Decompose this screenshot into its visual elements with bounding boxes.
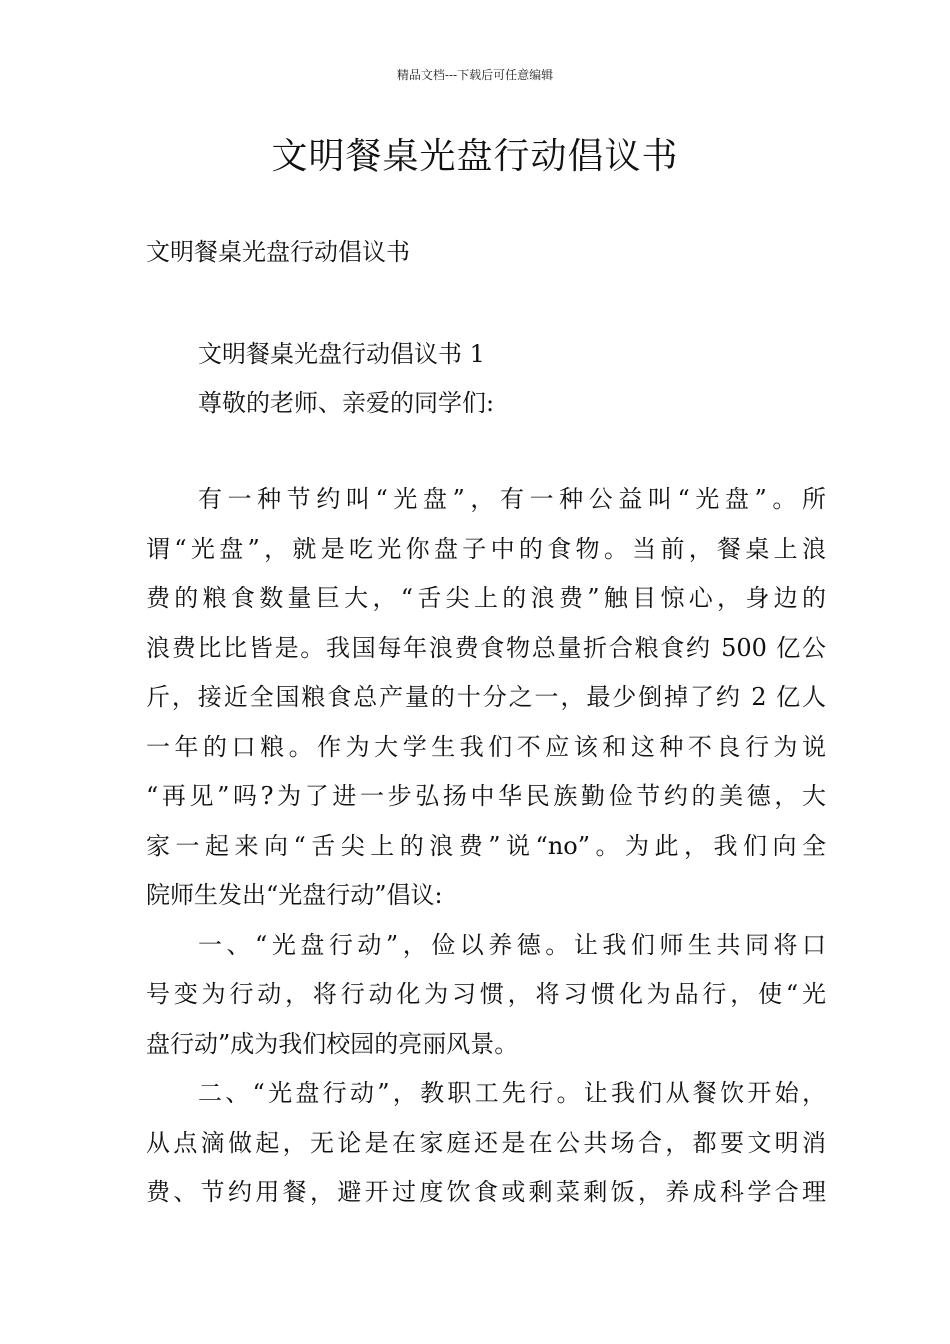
body-line: 费的粮食数量巨大，“舌尖上的浪费”触目惊心，身边的 [146,584,826,612]
body-line: 浪费比比皆是。我国每年浪费食物总量折合粮食约 500 亿公 [146,633,826,662]
body-line: 从点滴做起，无论是在家庭还是在公共场合，都要文明消 [146,1128,826,1157]
body-line: 费、节约用餐，避开过度饮食或剩菜剩饭，养成科学合理 [146,1178,826,1206]
body-line: “再见”吗?为了进一步弘扬中华民族勤俭节约的美德，大 [146,782,826,810]
body-line: 院师生发出“光盘行动”倡议: [146,881,443,909]
body-text [146,480,826,1223]
body-line: 斤，接近全国粮食总产量的十分之一，最少倒掉了约 2 亿人 [146,683,826,711]
greeting: 尊敬的老师、亲爱的同学们: [198,389,495,417]
body-line: 盘行动”成为我们校园的亮丽风景。 [146,1029,519,1058]
document-title: 文明餐桌光盘行动倡议书 [271,136,679,177]
body-line: 一年的口粮。作为大学生我们不应该和这种不良行为说 [146,732,826,761]
document-subtitle: 文明餐桌光盘行动倡议书 [146,238,410,266]
body-line: 号变为行动，将行动化为习惯，将习惯化为品行，使“光 [146,980,826,1008]
body-line: 二、“光盘行动”，教职工先行。让我们从餐饮开始， [198,1079,826,1107]
body-line: 一、“光盘行动”，俭以养德。让我们师生共同将口 [198,930,826,959]
body-line: 谓“光盘”，就是吃光你盘子中的食物。当前，餐桌上浪 [146,534,826,563]
body-line: 有一种节约叫“光盘”，有一种公益叫“光盘”。所 [198,485,826,513]
section-title: 文明餐桌光盘行动倡议书 1 [198,340,485,368]
body-line: 家一起来向“舌尖上的浪费”说“no”。为此，我们向全 [146,831,826,860]
header-note: 精品文档---下载后可任意编辑 [396,68,554,82]
